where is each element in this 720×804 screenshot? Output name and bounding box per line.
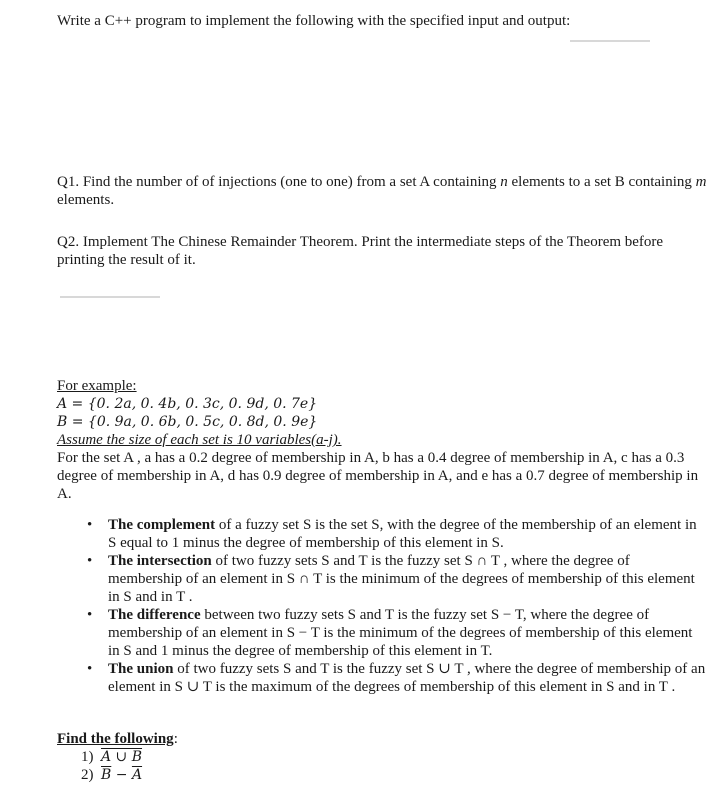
example-heading: For example: (57, 378, 137, 394)
example-section (57, 377, 707, 503)
definitions-list (57, 516, 707, 696)
union-expression: A ∪ B (101, 749, 143, 765)
bullet-dot-icon: • (87, 517, 93, 533)
instruction (57, 12, 707, 30)
question-2 (57, 233, 707, 269)
example-description: For the set A , a has a 0.2 degree of membership in A, b has a 0.4 degree of membership in A, c has a 0.3 degree of membership in A, d has 0.9 degree of membership in A, and e has a 0.7 degree of membership in A. (57, 450, 699, 502)
scan-artifact (60, 296, 160, 298)
var-m: m (695, 174, 707, 190)
complement-a: $\overline{A}$ (131, 767, 143, 783)
find-heading: Find the following: (57, 731, 178, 747)
var-n: n (500, 174, 508, 190)
set-b: B = {0. 9a, 0. 6b, 0. 5c, 0. 8d, 0. 9e} (57, 414, 318, 430)
question-1 (57, 173, 707, 209)
find-item-2: 2) $\overline{B} - \overline{A}$ (81, 767, 143, 783)
assume-note: Assume the size of each set is 10 variables(a-j). (57, 432, 342, 448)
bullet-union: • The union of two fuzzy sets S and T is the fuzzy set S ∪ T , where the degree of membership of an element in S ∪ T is the maximum of the degrees of membership of this element in S and in T . (87, 661, 706, 695)
instruction-text: Write a C++ program to implement the following with the specified input and output: (57, 13, 571, 29)
bullet-intersection: • The intersection of two fuzzy sets S and T is the fuzzy set S ∩ T , where the degree of membership of an element in S ∩ T is the minimum of the degrees of membership of this element in S and in T . (87, 553, 695, 605)
find-section (57, 730, 707, 784)
question-2-text: Q2. Implement The Chinese Remainder Theorem. Print the intermediate steps of the Theorem before printing the result of it. (57, 234, 664, 268)
bullet-complement: • The complement of a fuzzy set S is the set S, with the degree of the membership of an element in S equal to 1 minus the degree of membership of this element in S. (87, 517, 697, 551)
question-1-text: Q1. Find the number of of injections (one to one) from a set A containing n elements to a set B containing m elements. (57, 174, 707, 208)
find-item-1: 1) A ∪ B (81, 749, 143, 765)
bullet-difference: • The difference between two fuzzy sets S and T is the fuzzy set S − T, where the degree of membership of an element in S − T is the minimum of the degrees of membership of this element in S and 1 minus the degree of membership of this element in T. (87, 607, 693, 659)
set-a: A = {0. 2a, 0. 4b, 0. 3c, 0. 9d, 0. 7e} (57, 396, 318, 412)
bullet-dot-icon: • (87, 661, 93, 677)
bullet-dot-icon: • (87, 607, 93, 623)
scan-artifact (570, 40, 650, 42)
bullet-dot-icon: • (87, 553, 93, 569)
complement-b: $\overline{B}$ (101, 767, 112, 783)
